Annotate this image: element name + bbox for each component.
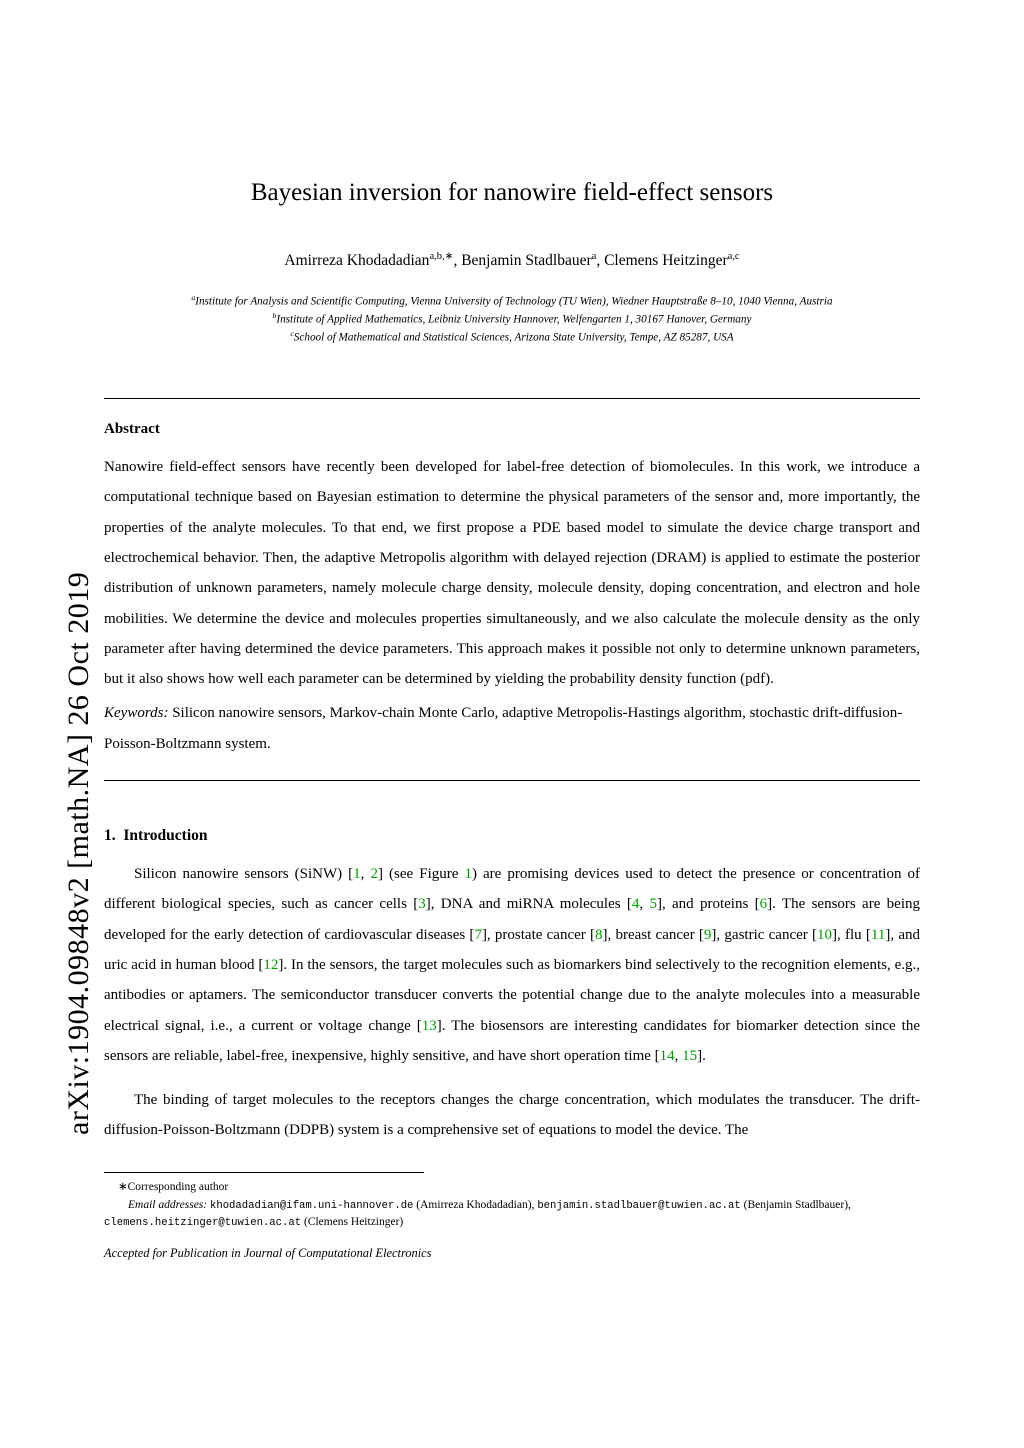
author-name-2: Benjamin Stadlbauer [461,252,592,270]
email-owner-1: (Amirreza Khodadadian), [416,1199,535,1212]
author-affil-marker-2: a [591,251,597,262]
affiliations [104,292,920,346]
p1-seg-15: ]. The biosensors are interesting candidates for biomarker detection since the sensors are reliable, label-free, inexpensive, highly sensitive, and have short operation time [ [104,1017,920,1064]
abstract-bottom-divider [104,780,920,781]
affiliation-text-a: Institute for Analysis and Scientific Computing, Vienna University of Technology (TU Wien), Wiedner Hauptstraße 8–10, 1040 Vienna, Austria [195,295,833,308]
affiliation-marker-b: b [272,311,277,321]
citation-link-13[interactable]: 13 [421,1017,437,1034]
email-owner-2: (Benjamin Stadlbauer), [743,1199,851,1212]
citation-link-4[interactable]: 4 [631,896,640,913]
page-title: Bayesian inversion for nanowire field-effect sensors [250,179,774,206]
p1-seg-6: , [639,896,650,913]
author-list [104,250,920,270]
keywords [104,698,920,759]
keywords-text: Silicon nanowire sensors, Markov-chain Monte Carlo, adaptive Metropolis-Hastings algorithm, stochastic drift-diffusion-Poisson-Boltzmann system. [104,705,903,752]
footnote-email-addresses [104,1197,920,1231]
email-link-3[interactable]: clemens.heitzinger@tuwien.ac.at [104,1217,302,1230]
author-name-1: Amirreza Khodadadian [284,252,430,270]
p1-seg-13: ], and uric acid in human blood [ [104,926,920,973]
email-owner-3: (Clemens Heitzinger) [303,1216,404,1229]
section-number: 1. [104,827,116,845]
p1-seg-9: ], prostate cancer [ [481,926,596,943]
footnote-corresponding-author: ∗Corresponding author [118,1180,229,1193]
paper-page [104,0,920,1448]
section-heading-introduction [104,827,920,845]
citation-link-15[interactable]: 15 [682,1047,698,1064]
citation-link-9[interactable]: 9 [703,926,712,943]
p1-seg-2: , [360,866,371,883]
citation-link-11[interactable]: 11 [870,926,886,943]
figure-link-1[interactable]: 1 [464,866,472,883]
affiliation-b [104,310,920,328]
email-link-2[interactable]: benjamin.stadlbauer@tuwien.ac.at [537,1200,741,1213]
author-separator-1: , [453,252,462,270]
p1-seg-4: ) are promising devices used to detect the presence or concentration of different biological species, such as cancer cells [ [104,866,921,913]
affiliation-a [104,292,920,310]
keywords-label: Keywords: [104,705,169,722]
paragraph-2: The binding of target molecules to the receptors changes the charge concentration, which modulates the transducer. The drift-diffusion-Poisson-Boltzmann (DDPB) system is a comprehensive set of equations to model the device. The [104,1092,920,1139]
footnotes [104,1179,920,1263]
affiliation-text-c: School of Mathematical and Statistical Sciences, Arizona State University, Tempe, AZ 85287, USA [293,331,734,344]
paragraph-1 [104,859,920,1071]
arxiv-stamp [0,0,95,1448]
affiliation-marker-c: c [290,329,294,339]
citation-link-2[interactable]: 2 [370,866,378,883]
p1-seg-10: ], breast cancer [ [602,926,704,943]
p1-seg-1: Silicon nanowire sensors (SiNW) [ [134,866,354,883]
p1-seg-12: ], flu [ [832,926,871,943]
affiliation-c [104,328,920,346]
p1-seg-8: ]. The sensors are being developed for the early detection of cardiovascular diseases [ [104,896,921,943]
citation-link-7[interactable]: 7 [474,926,482,943]
abstract-top-divider [104,398,920,399]
p1-seg-3: ] (see Figure [377,866,465,883]
p1-seg-16: , [674,1047,683,1064]
author-affil-marker-1: a,b,∗ [429,251,454,262]
citation-link-12[interactable]: 12 [263,956,279,973]
citation-link-14[interactable]: 14 [659,1047,675,1064]
abstract-text: Nanowire field-effect sensors have recently been developed for label-free detection of biomolecules. In this work, we introduce a computational technique based on Bayesian estimation to determine the physical parameters of the sensor and, more importantly, the properties of the analyte molecules. To that end, we first propose a PDE based model to simulate the device charge transport and electrochemical behavior. Then, the adaptive Metropolis algorithm with delayed rejection (DRAM) is applied to estimate the posterior distribution of unknown parameters, namely molecule charge density, molecule density, doping concentration, and electron and hole mobilities. We determine the device and molecules properties simultaneously, and we also calculate the molecule density as the only parameter after having determined the device parameters. This approach makes it possible not only to determine unknown parameters, but it also shows how well each parameter can be determined by yielding the probability density function (pdf). [104,459,920,688]
arxiv-stamp-text: arXiv:1904.09848v2 [math.NA] 26 Oct 2019 [62,571,95,1135]
acceptance-note: Accepted for Publication in Journal of Computational Electronics [104,1246,432,1261]
p1-seg-5: ], DNA and miRNA molecules [ [425,896,632,913]
p1-seg-7: ], and proteins [ [656,896,760,913]
author-separator-2: , [596,252,605,270]
citation-link-1[interactable]: 1 [353,866,361,883]
email-addresses-label: Email addresses: [128,1199,208,1212]
footnote-divider [104,1172,424,1173]
p1-seg-17: ]. [697,1047,706,1064]
affiliation-marker-a: a [191,293,196,303]
citation-link-6[interactable]: 6 [759,896,768,913]
p1-seg-11: ], gastric cancer [ [711,926,817,943]
citation-link-8[interactable]: 8 [595,926,603,943]
author-name-3: Clemens Heitzinger [604,252,728,270]
citation-link-5[interactable]: 5 [649,896,657,913]
abstract-heading: Abstract [104,421,160,438]
email-link-1[interactable]: khodadadian@ifam.uni-hannover.de [209,1200,414,1213]
citation-link-3[interactable]: 3 [418,896,426,913]
author-affil-marker-3: a,c [727,251,740,262]
citation-link-10[interactable]: 10 [817,926,832,943]
section-title: Introduction [123,827,208,845]
p1-seg-14: ]. In the sensors, the target molecules such as biomarkers bind selectively to the recognition elements, e.g., antibodies or aptamers. The semiconductor transducer converts the potential change due to the analyte molecules into a measurable electrical signal, i.e., a current or voltage change [ [104,956,921,1034]
affiliation-text-b: Institute of Applied Mathematics, Leibniz University Hannover, Welfengarten 1, 30167 Hanover, Germany [276,313,752,326]
